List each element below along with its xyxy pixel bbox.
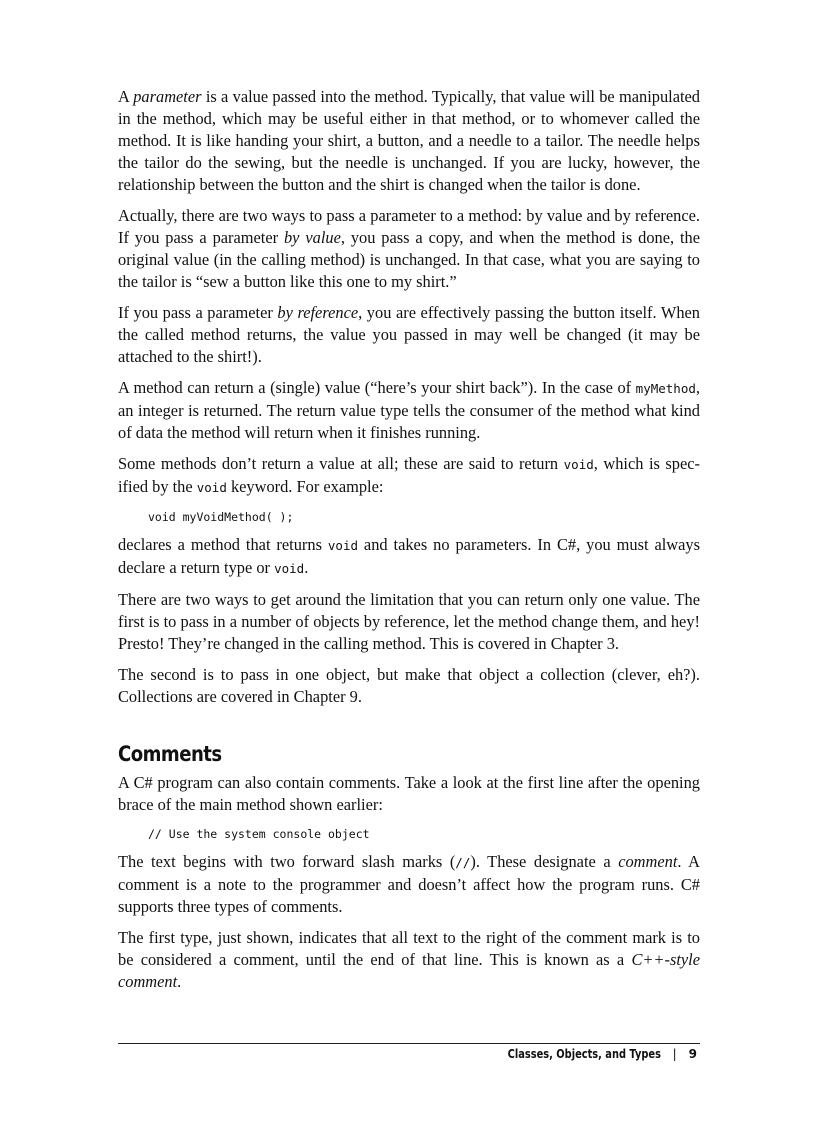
term-cpp-style-comment: C++-style comment <box>118 950 700 991</box>
paragraph-return-value: A method can return a (single) value (“here’s your shirt back”). In the case of myMethod, an integer is returned. The return value type tells the consumer of the method what kind of data the method will return when it finishes running. <box>118 378 700 442</box>
code-block-comment: // Use the system console object <box>148 827 370 841</box>
section-heading-comments: Comments <box>118 742 222 766</box>
paragraph-declares: declares a method that returns void and takes no parameters. In C#, you must always declare a return type or void. <box>118 535 700 577</box>
paragraph-cpp-style: The first type, just shown, indicates that all text to the right of the comment mark is to be considered a comment, until the end of that line. This is known as a C++-style comment. <box>118 928 700 991</box>
paragraph-collection: The second is to pass in one object, but make that object a collection (clever, eh?). Collections are covered in Chapter 9. <box>118 665 700 706</box>
footer-separator: | <box>672 1047 677 1061</box>
page-body <box>118 86 700 1002</box>
inline-code-void: void <box>196 480 227 495</box>
code-block-void-method: void myVoidMethod( ); <box>148 510 294 524</box>
inline-code-slashes: // <box>455 855 471 870</box>
footer-chapter-title: Classes, Objects, and Types <box>507 1047 661 1061</box>
term-by-value: by value <box>283 228 341 247</box>
inline-code-void: void <box>327 538 358 553</box>
page-footer <box>118 1047 700 1061</box>
inline-code-void: void <box>563 457 594 472</box>
term-by-reference: by reference <box>277 303 359 322</box>
paragraph-comment-definition: The text begins with two forward slash marks (//). These designate a comment. A comment is a note to the programmer and doesn’t affect how the program runs. C# supports three types of comments. <box>118 852 700 916</box>
inline-code-void: void <box>274 561 305 576</box>
term-comment: comment <box>618 852 678 871</box>
paragraph-comments-intro: A C# program can also contain comments. Take a look at the first line after the opening brace of the main method shown earlier: <box>118 773 700 814</box>
paragraph-void: Some methods don’t return a value at all; these are said to return void, which is specified by the void keyword. For example: <box>118 454 700 496</box>
term-parameter: parameter <box>133 87 202 106</box>
inline-code-mymethod: myMethod <box>635 381 696 396</box>
paragraph-parameter: A parameter is a value passed into the method. Typically, that value will be manipulated in the method, which may be useful either in that method, or to whomever called the method. It is like handing your shirt, a button, and a needle to a tailor. The needle helps the tailor do the sewing, but the needle is unchanged. If you are lucky, however, the relationship between the button and the shirt is changed when the tailor is done. <box>118 87 700 194</box>
paragraph-two-ways: There are two ways to get around the limitation that you can return only one value. The first is to pass in a number of objects by reference, let the method change them, and hey! Presto! They’re changed in the calling method. This is covered in Chapter 3. <box>118 590 700 653</box>
page-number: 9 <box>688 1047 697 1061</box>
paragraph-by-reference: If you pass a parameter by reference, you are effectively passing the button itself. When the called method returns, the value you passed in may well be changed (it may be attached to the shirt!). <box>118 303 700 366</box>
footer-rule <box>118 1043 700 1044</box>
paragraph-by-value: Actually, there are two ways to pass a parameter to a method: by value and by reference. If you pass a parameter by value, you pass a copy, and when the method is done, the original value (in the calling method) is unchanged. In that case, what you are saying to the tailor is “sew a button like this one to my shirt.” <box>118 206 700 291</box>
